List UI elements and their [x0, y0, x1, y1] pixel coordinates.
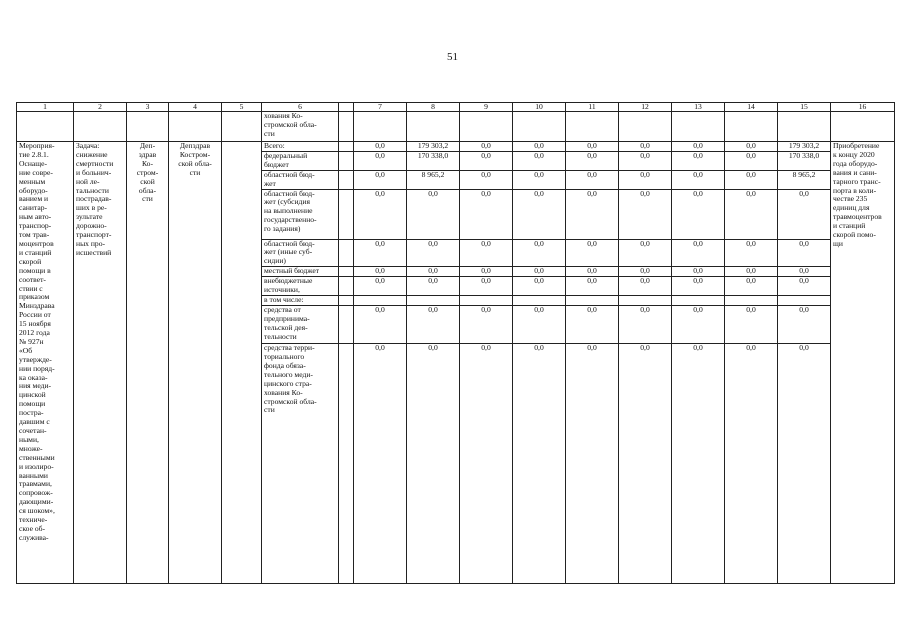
value-cell-col11: 0,0 — [566, 189, 619, 239]
value-cell-col7: 0,0 — [354, 142, 407, 152]
funding-source-cell: областной бюд- жет — [262, 170, 339, 189]
value-cell-col11: 0,0 — [566, 277, 619, 296]
value-cell-col15: 0,0 — [778, 189, 831, 239]
value-cell-col8: 0,0 — [407, 344, 460, 584]
value-cell-col12: 0,0 — [619, 277, 672, 296]
value-cell-col14 — [725, 296, 778, 306]
value-cell-col9: 0,0 — [460, 277, 513, 296]
column5-cell — [222, 142, 262, 584]
value-cell-col7: 0,0 — [354, 189, 407, 239]
value-cell-col9: 0,0 — [460, 267, 513, 277]
value-cell-col10: 0,0 — [513, 239, 566, 267]
column-number-row — [17, 103, 895, 112]
value-cell-col8: 0,0 — [407, 306, 460, 344]
value-cell-col8: 8 965,2 — [407, 170, 460, 189]
value-cell-col8: 0,0 — [407, 267, 460, 277]
blank-cell — [339, 239, 354, 267]
value-cell-col13: 0,0 — [672, 277, 725, 296]
coexecutor-cell: Депздрав Костром- ской обла- сти — [169, 142, 222, 584]
value-cell-col10: 0,0 — [513, 267, 566, 277]
value-cell-col15: 0,0 — [778, 277, 831, 296]
funding-source-cell: в том числе: — [262, 296, 339, 306]
column-number-6: 6 — [262, 103, 339, 112]
value-cell-col15: 179 303,2 — [778, 142, 831, 152]
column-number-4: 4 — [169, 103, 222, 112]
value-cell-col14: 0,0 — [725, 277, 778, 296]
value-cell-col7: 0,0 — [354, 267, 407, 277]
value-cell-col11: 0,0 — [566, 239, 619, 267]
column-number-10: 9 — [460, 103, 513, 112]
value-cell-col11 — [566, 296, 619, 306]
value-cell-col12: 0,0 — [619, 239, 672, 267]
value-cell-col12: 0,0 — [619, 267, 672, 277]
value-cell-col12 — [619, 296, 672, 306]
value-cell-col9: 0,0 — [460, 306, 513, 344]
value-cell-col10 — [513, 296, 566, 306]
value-cell-col9: 0,0 — [460, 142, 513, 152]
blank-cell — [339, 344, 354, 584]
value-cell-col14: 0,0 — [725, 189, 778, 239]
value-cell-col11: 0,0 — [566, 170, 619, 189]
value-cell-col7: 0,0 — [354, 239, 407, 267]
task-cell: Задача: снижение смертности и больнич- ной ле- тальности пострадав- ших в ре- зультате дорожно- транспорт- ных про- исшествий — [74, 142, 127, 584]
value-cell-col9: 0,0 — [460, 189, 513, 239]
value-cell-col12: 0,0 — [619, 189, 672, 239]
value-cell-col13: 0,0 — [672, 267, 725, 277]
value-cell-col11: 0,0 — [566, 344, 619, 584]
column-number-16: 15 — [778, 103, 831, 112]
funding-source-cell: средства от предпринима- тельской дея- тельности — [262, 306, 339, 344]
value-cell-col12: 0,0 — [619, 151, 672, 170]
column-number-11: 10 — [513, 103, 566, 112]
value-cell-col14: 0,0 — [725, 151, 778, 170]
value-cell-col13: 0,0 — [672, 151, 725, 170]
value-cell-col11: 0,0 — [566, 151, 619, 170]
column-number-14: 13 — [672, 103, 725, 112]
measure-name-cell: Мероприя- тие 2.8.1. Оснаще- ние совре- менным оборудо- ванием и санитар- ным авто- транспор- том трав- моцентров и станций скорой помощи в соответ- ствии с приказом Минздрава России от 15 ноября 2012 года № 927н «Об утвержде- нии поряд- ка оказа- ния меди- цинской помощи постра- давшим с сочетан- ными, множе- ственными и изолиро- ванными травмами, сопровож- дающими- ся шоком», техниче- ское об- служива- — [17, 142, 74, 584]
blank-cell — [339, 151, 354, 170]
value-cell-col10: 0,0 — [513, 142, 566, 152]
funding-source-cell: местный бюджет — [262, 267, 339, 277]
value-cell-col12: 0,0 — [619, 306, 672, 344]
blank-cell — [339, 189, 354, 239]
column-number-3: 3 — [127, 103, 169, 112]
blank-cell — [339, 296, 354, 306]
column-number-17: 16 — [831, 103, 895, 112]
value-cell-col14: 0,0 — [725, 142, 778, 152]
column-number-1: 1 — [17, 103, 74, 112]
value-cell-col15: 0,0 — [778, 267, 831, 277]
column-number-7 — [339, 103, 354, 112]
value-cell-col7: 0,0 — [354, 151, 407, 170]
value-cell-col11: 0,0 — [566, 142, 619, 152]
value-cell-col14: 0,0 — [725, 267, 778, 277]
column-number-13: 12 — [619, 103, 672, 112]
value-cell-col12: 0,0 — [619, 142, 672, 152]
value-cell-col7: 0,0 — [354, 277, 407, 296]
value-cell-col13: 0,0 — [672, 306, 725, 344]
value-cell-col15: 8 965,2 — [778, 170, 831, 189]
funding-source-cell: средства терри- ториального фонда обяза- тельного меди- цинского стра- хования Ко- стромской обла- сти — [262, 344, 339, 584]
value-cell-col10: 0,0 — [513, 306, 566, 344]
column-number-15: 14 — [725, 103, 778, 112]
expected-result-cell: Приобретение к концу 2020 года оборудо- вания и сани- тарного транс- порта в коли- честве 235 единиц для травмоцентров и станций скорой помо- щи — [831, 142, 895, 584]
value-cell-col8: 0,0 — [407, 189, 460, 239]
value-cell-col12: 0,0 — [619, 170, 672, 189]
funding-source-cell: федеральный бюджет — [262, 151, 339, 170]
value-cell-col8 — [407, 296, 460, 306]
value-cell-col15: 0,0 — [778, 306, 831, 344]
value-cell-col9: 0,0 — [460, 151, 513, 170]
value-cell-col9: 0,0 — [460, 170, 513, 189]
value-cell-col7: 0,0 — [354, 170, 407, 189]
blank-cell — [339, 170, 354, 189]
value-cell-col8: 0,0 — [407, 239, 460, 267]
value-cell-col15: 170 338,0 — [778, 151, 831, 170]
value-cell-col14: 0,0 — [725, 170, 778, 189]
funding-source-cell: Всего: — [262, 142, 339, 152]
value-cell-col13: 0,0 — [672, 239, 725, 267]
value-cell-col10: 0,0 — [513, 344, 566, 584]
value-cell-col13: 0,0 — [672, 142, 725, 152]
funding-source-cell: областной бюд- жет (иные суб- сидии) — [262, 239, 339, 267]
blank-cell — [339, 142, 354, 152]
column-number-8: 7 — [354, 103, 407, 112]
blank-cell — [339, 306, 354, 344]
continuation-source-cell: хования Ко- стромской обла- сти — [262, 112, 339, 142]
page-number: 51 — [447, 51, 458, 63]
value-cell-col8: 170 338,0 — [407, 151, 460, 170]
value-cell-col15: 0,0 — [778, 344, 831, 584]
funding-source-cell: внебюджетные источники, — [262, 277, 339, 296]
value-cell-col13 — [672, 296, 725, 306]
value-cell-col13: 0,0 — [672, 170, 725, 189]
value-cell-col15 — [778, 296, 831, 306]
value-cell-col9 — [460, 296, 513, 306]
value-cell-col15: 0,0 — [778, 239, 831, 267]
executor-cell: Деп- здрав Ко- стром- ской обла- сти — [127, 142, 169, 584]
value-cell-col10: 0,0 — [513, 170, 566, 189]
value-cell-col13: 0,0 — [672, 344, 725, 584]
value-cell-col7: 0,0 — [354, 344, 407, 584]
value-cell-col11: 0,0 — [566, 267, 619, 277]
program-table — [16, 102, 895, 584]
value-cell-col8: 179 303,2 — [407, 142, 460, 152]
value-cell-col7 — [354, 296, 407, 306]
value-cell-col9: 0,0 — [460, 239, 513, 267]
value-cell-col11: 0,0 — [566, 306, 619, 344]
column-number-5: 5 — [222, 103, 262, 112]
value-cell-col12: 0,0 — [619, 344, 672, 584]
value-cell-col13: 0,0 — [672, 189, 725, 239]
continuation-row — [17, 112, 895, 142]
value-cell-col10: 0,0 — [513, 151, 566, 170]
blank-cell — [339, 277, 354, 296]
value-cell-col8: 0,0 — [407, 277, 460, 296]
value-cell-col10: 0,0 — [513, 189, 566, 239]
column-number-9: 8 — [407, 103, 460, 112]
value-cell-col14: 0,0 — [725, 306, 778, 344]
column-number-12: 11 — [566, 103, 619, 112]
blank-cell — [339, 267, 354, 277]
value-cell-col9: 0,0 — [460, 344, 513, 584]
value-cell-col10: 0,0 — [513, 277, 566, 296]
funding-source-cell: областной бюд- жет (субсидия на выполнение государственно- го задания) — [262, 189, 339, 239]
funding-row — [17, 142, 895, 152]
value-cell-col14: 0,0 — [725, 344, 778, 584]
value-cell-col7: 0,0 — [354, 306, 407, 344]
value-cell-col14: 0,0 — [725, 239, 778, 267]
column-number-2: 2 — [74, 103, 127, 112]
